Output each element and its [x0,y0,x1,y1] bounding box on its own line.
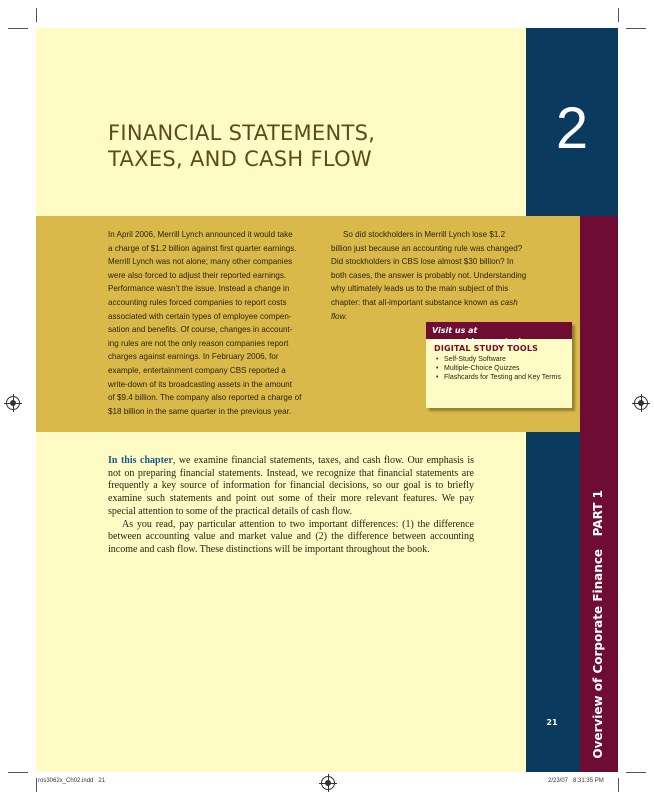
side-title-wrapper [581,216,617,759]
registration-mark-icon [321,776,335,790]
slug-filename: ros3062x_Ch02.indd 21 [38,778,106,784]
crop-mark [36,778,37,792]
intro-line: sation and benefits. Of course, changes in account- [108,325,293,335]
study-tools-list [426,355,572,382]
chapter-number: 2 [555,96,589,161]
chapter-title-line1: FINANCIAL STATEMENTS, [108,121,376,145]
chapter-body [108,455,474,557]
intro-line: charges against earnings. In February 2006, for [108,352,279,362]
bullet-icon: • [436,365,439,372]
intro-line: $18 billion in the same quarter in the previous year. [108,406,292,416]
intro-line: accounting rules forced companies to report costs [108,297,287,307]
intro-line: ing rules are not the only reason companies report [108,338,289,348]
registration-mark-icon [634,396,648,410]
chapter-title [108,120,508,172]
intro-left-column [108,228,326,418]
crop-mark [36,8,37,22]
intro-line: Performance wasn’t the issue. Instead a change in [108,284,290,294]
intro-right-italic: cash flow. [331,297,518,321]
crop-mark [626,28,646,29]
intro-line: associated with certain types of employee compen- [108,311,292,321]
intro-line: write-down of its broadcasting assets in the amount [108,379,293,389]
intro-line: example, entertainment company CBS reported a [108,365,286,375]
crop-mark [618,8,619,22]
bullet-icon: • [436,374,439,381]
chapter-title-line2: TAXES, AND CASH FLOW [108,147,372,171]
crop-mark [8,772,28,773]
intro-right-column [331,228,527,323]
registration-mark-icon [6,396,20,410]
body-paragraph-1 [108,455,474,519]
body-paragraph-1-text: , we examine financial statements, taxes, and cash flow. Our emphasis is not on preparing financial statements. Instead, we recognize that financial statements are frequently a key source of information for financial decisions, so our goal is to briefly examine such statements and point out some of their more relevant features. We pay special attention to some of the practical details of cash flow. [108,455,474,517]
intro-line: Merrill Lynch was not alone; many other companies [108,257,293,267]
intro-line: of $9.4 billion. The company also reported a charge of [108,393,302,403]
intro-line: were also forced to adjust their reported earnings. [108,270,287,280]
lead-in: In this chapter [108,455,173,466]
intro-right-paragraph [331,228,527,323]
digital-study-tools-box [426,322,572,408]
slug-timestamp: 2/23/07 8:31:35 PM [548,778,604,784]
list-item [436,364,572,373]
intro-line: a charge of $1.2 billion against first quarter earnings. [108,243,297,253]
intro-right-text: So did stockholders in Merrill Lynch lose $1.2 billion just because an accounting rule was changed? Did stockholders in CBS lose almost $30 billion? In both cases, the answer is probably not. Understanding why ultimately leads us to the main subject of this chapter: that all-important substance known as [331,230,527,307]
list-item-label: Multiple-Choice Quizzes [444,365,520,372]
page-number: 21 [546,718,558,727]
bullet-icon: • [436,356,439,363]
list-item-label: Self-Study Software [444,356,506,363]
crop-mark [8,28,28,29]
intro-line: In April 2006, Merrill Lynch announced it would take [108,230,293,239]
side-title: Overview of Corporate Finance PART 1 [591,490,605,759]
study-box-link[interactable]: Visit us at www.mhhe.com/rwj [426,322,572,339]
study-box-title: DIGITAL STUDY TOOLS [434,344,539,353]
body-paragraph-2: As you read, pay particular attention to two important differences: (1) the difference between accounting value and market value and (2) the difference between accounting income and cash flow. These distinctions will be important throughout the book. [108,518,474,555]
list-item [436,373,572,382]
crop-mark [626,772,646,773]
list-item-label: Flashcards for Testing and Key Terms [444,374,561,381]
side-title-rotator [581,486,617,759]
list-item [436,355,572,364]
crop-mark [618,778,619,792]
